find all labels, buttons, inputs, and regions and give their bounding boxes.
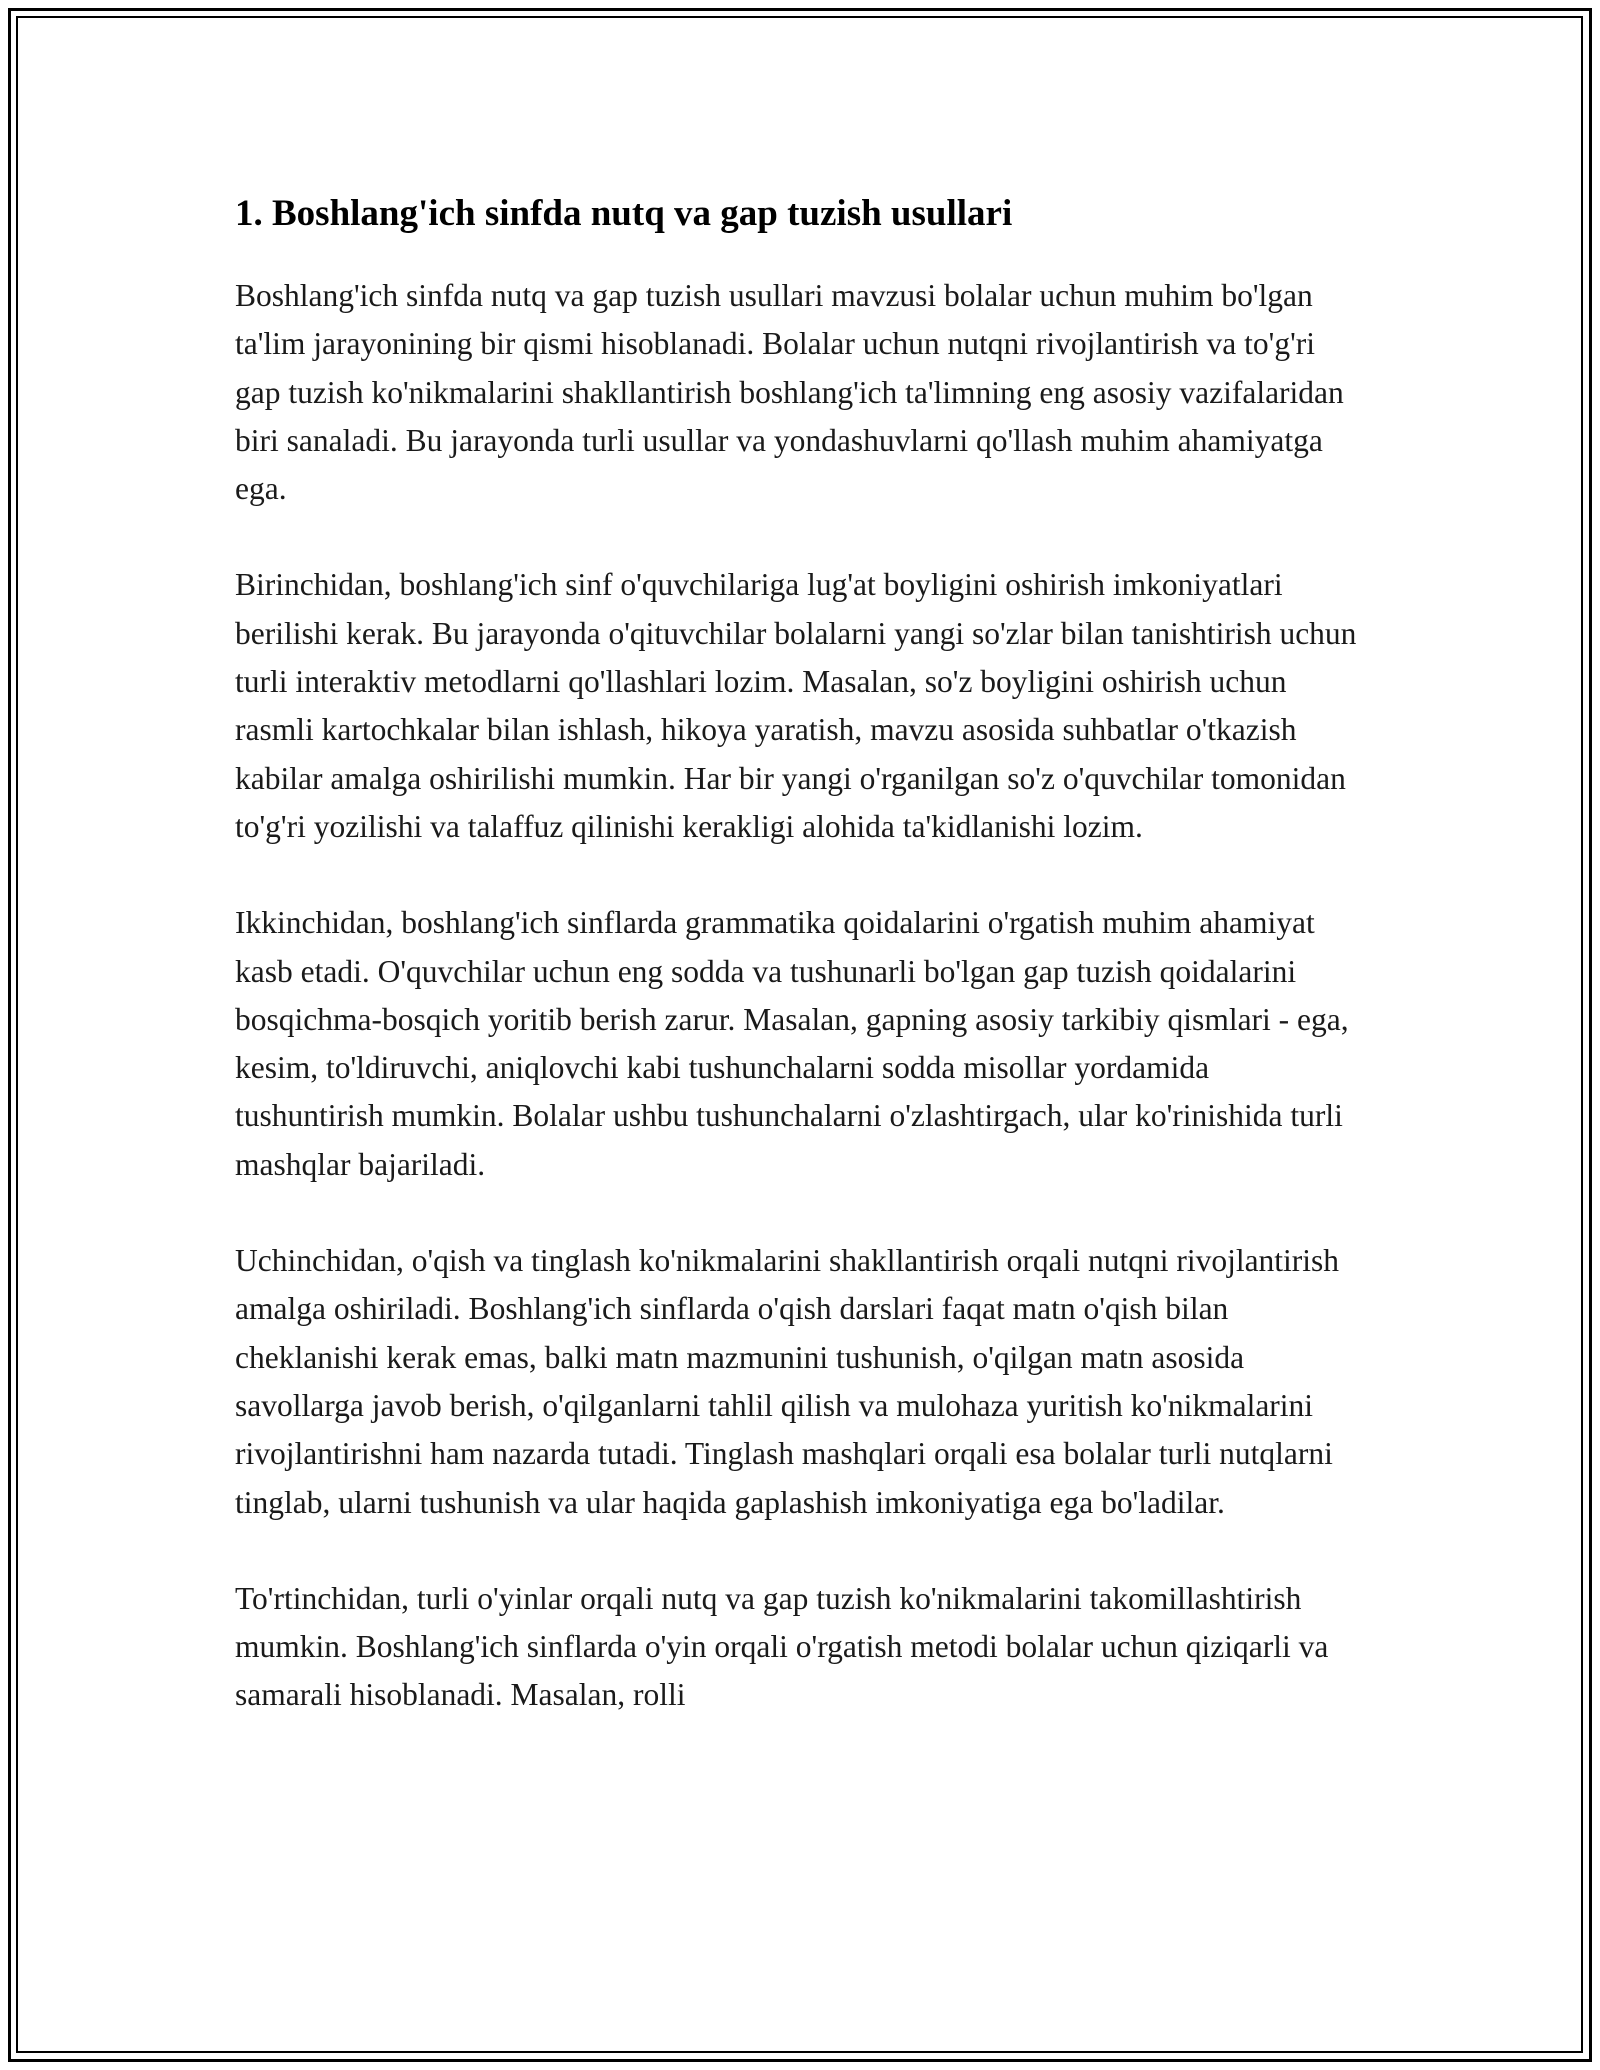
paragraph-first: Birinchidan, boshlang'ich sinf o'quvchilariga lug'at boyligini oshirish imkoniyatlari berilishi kerak. Bu jarayonda o'qituvchilar bolalarni yangi so'zlar bilan tanishtirish uchun turli interaktiv metodlarni qo'llashlari lozim. Masalan, so'z boyligini oshirish uchun rasmli kartochkalar bilan ishlash, hikoya yaratish, mavzu asosida suhbatlar o'tkazish kabilar amalga oshirilishi mumkin. Har bir yangi o'rganilgan so'z o'quvchilar tomonidan to'g'ri yozilishi va talaffuz qilinishi kerakligi alohida ta'kidlanishi lozim. <box>235 567 1357 844</box>
section-heading: 1. Boshlang'ich sinfda nutq va gap tuzish usullari <box>235 193 1013 234</box>
paragraph-third: Uchinchidan, o'qish va tinglash ko'nikmalarini shakllantirish orqali nutqni rivojlantirish amalga oshiriladi. Boshlang'ich sinflarda o'qish darslari faqat matn o'qish bilan cheklanishi kerak emas, balki matn mazmunini tushunish, o'qilgan matn asosida savollarga javob berish, o'qilganlarni tahlil qilish va mulohaza yuritish ko'nikmalarini rivojlantirishni ham nazarda tutadi. Tinglash mashqlari orqali esa bolalar turli nutqlarni tinglab, ularni tushunish va ular haqida gaplashish imkoniyatiga ega bo'ladilar. <box>235 1243 1340 1520</box>
paragraph-fourth: To'rtinchidan, turli o'yinlar orqali nutq va gap tuzish ko'nikmalarini takomillashtirish mumkin. Boshlang'ich sinflarda o'yin orqali o'rgatish metodi bolalar uchun qiziqarli va samarali hisoblanadi. Masalan, rolli <box>235 1580 1329 1713</box>
paragraph-second: Ikkinchidan, boshlang'ich sinflarda grammatika qoidalarini o'rgatish muhim ahamiyat kasb etadi. O'quvchilar uchun eng sodda va tushunarli bo'lgan gap tuzish qoidalarini bosqichma-bosqich yoritib berish zarur. Masalan, gapning asosiy tarkibiy qismlari - ega, kesim, to'ldiruvchi, aniqlovchi kabi tushunchalarni sodda misollar yordamida tushuntirish mumkin. Bolalar ushbu tushunchalarni o'zlashtirgach, ular ko'rinishida turli mashqlar bajariladi. <box>235 905 1349 1182</box>
paragraph-intro: Boshlang'ich sinfda nutq va gap tuzish usullari mavzusi bolalar uchun muhim bo'lgan ta'lim jarayonining bir qismi hisoblanadi. Bolalar uchun nutqni rivojlantirish va to'g'ri gap tuzish ko'nikmalarini shakllantirish boshlang'ich ta'limning eng asosiy vazifalaridan biri sanaladi. Bu jarayonda turli usullar va yondashuvlarni qo'llash muhim ahamiyatga ega. <box>235 278 1344 507</box>
document-body <box>235 188 1365 1768</box>
